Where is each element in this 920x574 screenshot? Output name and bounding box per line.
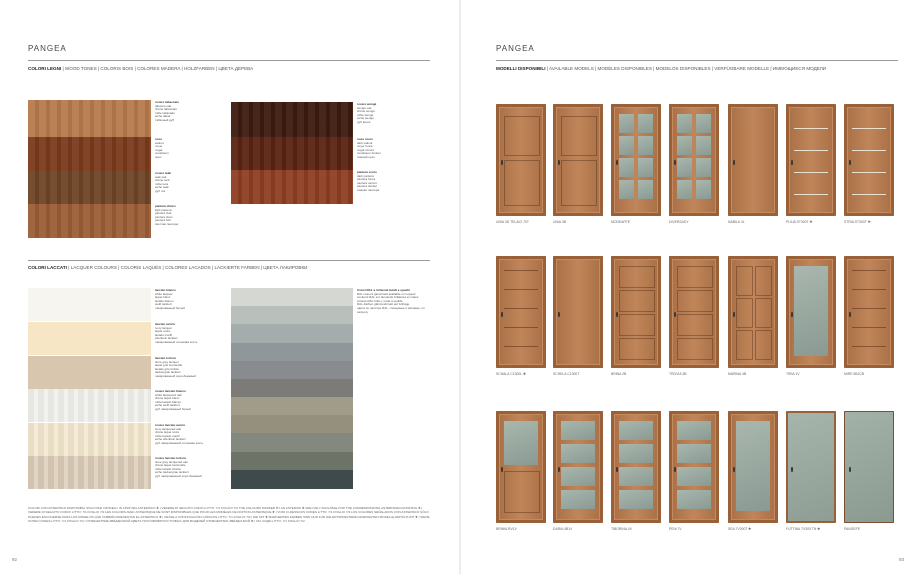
wood-swatch-line: pantera dunkel xyxy=(357,184,377,189)
ral-chip xyxy=(231,361,353,380)
door-panel xyxy=(619,467,653,486)
door-panel xyxy=(696,136,711,155)
door-panel xyxy=(619,158,634,177)
door-panel xyxy=(638,114,653,133)
models-heading-rest: | AVAILABLE MODELS | MODÈLES DISPONIBLES | MODELOS DISPONIBLES | VERFÜGBARE MODELLE | ИМЕЮЩИЕСЯ МОДЕЛИ xyxy=(545,66,827,71)
door-model-name: BRINIA RV1V xyxy=(496,527,517,531)
door-panel xyxy=(504,160,540,206)
wood-swatch-line: walnut xyxy=(155,140,164,145)
door-panel xyxy=(561,467,595,486)
wood-swatch-line: tabacco oak xyxy=(155,103,172,108)
lacquer-swatch-line: ivory lacquered oak xyxy=(155,426,182,431)
door-model-name: MODEARTE xyxy=(611,220,631,224)
lacquer-swatch-line: chêne laqué ivoire xyxy=(155,430,180,435)
wood-swatch-line: pantera hell xyxy=(155,218,171,223)
door-model xyxy=(728,411,778,523)
door-panel xyxy=(852,194,886,195)
wood-swatch-line: chêne tabaccato xyxy=(155,107,178,112)
ral-note-line: RAL-Farben glänzend/matt auf Anfrage xyxy=(357,302,410,307)
door-panel xyxy=(504,421,538,465)
door-model-name: SCHELA C1300T xyxy=(553,372,580,376)
wood-swatch xyxy=(28,100,151,137)
door-panel xyxy=(852,270,886,271)
door-model-name: MARINA 4B xyxy=(728,372,747,376)
wood-swatch-line: noyer foncé xyxy=(357,144,373,149)
door-panel xyxy=(736,330,753,360)
door-panel xyxy=(561,421,595,440)
door-model-name: DIVERSADY xyxy=(669,220,689,224)
wood-swatch-line: nussbaum dunkel xyxy=(357,151,381,156)
door-panel xyxy=(852,308,886,309)
door-panel xyxy=(696,158,711,177)
lacquer-heading-bold: COLORI LACCATI xyxy=(28,265,67,270)
door-panel xyxy=(504,346,538,347)
wood-swatch-title: rovere wengé xyxy=(357,102,377,106)
wood-swatch-line: roble teca xyxy=(155,181,169,186)
door-panel xyxy=(794,150,828,151)
door-panel xyxy=(677,490,711,509)
wood-swatch-label xyxy=(155,101,215,123)
wood-tones-heading xyxy=(28,66,253,71)
ral-note-line: colores RAL brillo y mate a pedido xyxy=(357,298,403,303)
lacquer-swatch-line: dove grey lacquered oak xyxy=(155,459,188,464)
wood-swatch-label xyxy=(155,205,215,227)
lacquer-swatch-line: roble lacado tórtola xyxy=(155,466,181,471)
door-panel xyxy=(852,150,886,151)
wood-swatch xyxy=(28,137,151,171)
door-panel xyxy=(677,421,711,440)
door-panel xyxy=(677,314,713,336)
left-top-rule xyxy=(28,60,430,61)
door-panel xyxy=(638,158,653,177)
door-model-name: TIBORINA 4V xyxy=(611,527,632,531)
lacquer-swatch-title: rovere laccato avorio xyxy=(155,423,186,427)
door-handle-icon xyxy=(849,312,851,317)
color-footnote: COLORI CON ASTERISCO DISPONIBILI SOLO PER I MODELLI IN FINITURA ASTERISCO ✚ | VEDERE DI SEGUITO CODICI LITTO: 7/1 FOGLIO 7/2 THE COLOURS MARKED BY AN ASTERISK ✚ ARE ONLY AVAILABLE FOR THE CORRESPONDING ASTERISKED FINISHING ✚ | VEDERE DI SEGUITO CODICI LITTO: 7/1 FOGLIO 7/2 LES COLORIS AVEC ASTERISQUE NE SONT DISPONIBLES QUE POUR LES MODÈLES DE FINITION ASTERISQUE ✚ | VOIR CI-DESSOUS CODES LITTO: 7/1 FOGLIO 7/2 LOS COLORES SEÑALADOS CON ASTERISCO SÓLO PUEDEN ESCOGERSE PARA LOS MODELOS QUE TAMBIÉN PRESENTAN EL ASTERISCO ✚ | VEÁSE A CONTINUACIÓN CÓDIGOS LITTO: 7/1 FOGLIO 7/2 | DIE MIT ✚ MARKIERTEN FARBEN SIND NUR FÜR DIE ENTSPRECHEND MARKIERTEN MODELLE ERHÄLTLICH ✚ | SIEHE UNTEN CODES LITTO: 7/1 FOGLIO 7/2 | ОТМЕЧЕННЫЕ ЗВЁЗДОЧКОЙ ЦВЕТА ПОСТАВЛЯЮТСЯ ТОЛЬКО ДЛЯ МОДЕЛЕЙ ОТМЕЧЕННЫХ ЗВЁЗДОЧКОЙ ✚ | СМ. КОДЫ LITTO: 7/1 FOGLIO 7/2 xyxy=(28,506,430,524)
lacquer-swatch-title: laccato avorio xyxy=(155,322,176,326)
door-handle-icon xyxy=(558,467,560,472)
wood-swatch-line: nussbaum xyxy=(155,151,169,156)
models-heading xyxy=(496,66,826,71)
door-model-name: MIRE 5B2CB xyxy=(844,372,865,376)
wood-swatch-line: pantera claro xyxy=(155,214,173,219)
lacquer-swatch xyxy=(28,356,151,389)
door-panel xyxy=(794,266,828,356)
door-model xyxy=(844,411,894,523)
door-model xyxy=(669,104,719,216)
lacquer-swatch-label xyxy=(155,457,215,479)
lacquer-swatch-title: rovere laccato tortora xyxy=(155,456,186,460)
door-panel xyxy=(852,327,886,328)
door-panel xyxy=(677,114,692,133)
door-model xyxy=(844,256,894,368)
door-panel xyxy=(852,289,886,290)
wood-swatch-line: teak oak xyxy=(155,174,167,179)
door-panel xyxy=(755,266,772,296)
lacquer-swatch-line: лакированный белый xyxy=(155,305,185,310)
door-panel xyxy=(638,136,653,155)
door-handle-icon xyxy=(674,467,676,472)
lacquer-heading xyxy=(28,265,307,270)
door-handle-icon xyxy=(733,312,735,317)
wood-swatch xyxy=(231,102,353,137)
lacquer-swatch-line: roble lacado blanco xyxy=(155,399,182,404)
door-panel xyxy=(755,330,772,360)
spine-gutter xyxy=(459,0,461,574)
wood-swatch-line: dark walnut xyxy=(357,140,373,145)
door-panel xyxy=(619,180,634,199)
ral-note-title: Colori RAL a richiesta lucidi e opachi xyxy=(357,288,410,292)
wood-swatch-line: eiche teak xyxy=(155,185,169,190)
door-panel xyxy=(736,421,770,511)
ral-note-line: RAL colours gloss/matt available on request xyxy=(357,291,416,296)
door-handle-icon xyxy=(791,467,793,472)
wood-swatch-title: rovere teak xyxy=(155,171,172,175)
lacquer-swatch-label xyxy=(155,357,215,379)
door-model xyxy=(553,256,603,368)
door-model-name: SCHALA C1300L ✚ xyxy=(496,372,526,376)
wood-heading-rest: | WOOD TONES | COLORIS BOIS | COLORES MADERA | HOLZFARBEN | ЦВЕТА ДЕРЕВА xyxy=(61,66,254,71)
ral-chip xyxy=(231,452,353,471)
lacquer-swatch-line: ivory lacquer xyxy=(155,325,173,330)
lacquer-swatch-line: дуб лакированный серо-бежевый xyxy=(155,473,202,478)
wood-swatch-label xyxy=(357,171,417,193)
lacquer-swatch-line: chêne laqué blanc xyxy=(155,396,180,401)
door-model-name: TIRIA 1V xyxy=(786,372,800,376)
wood-swatch xyxy=(231,170,353,204)
door-handle-icon xyxy=(558,312,560,317)
lacquer-swatch-line: дуб лакированный слоновая кость xyxy=(155,440,204,445)
lacquer-swatch-line: weiß lackiert xyxy=(155,302,172,307)
door-panel xyxy=(736,298,753,328)
door-panel xyxy=(619,314,655,336)
door-panel xyxy=(619,444,653,463)
door-model-name: PULIA ST300T ✚ xyxy=(786,220,813,224)
ral-note-lines xyxy=(357,293,427,315)
ral-chip xyxy=(231,324,353,343)
lacquer-swatch-line: eiche taubengrau lackiert xyxy=(155,470,189,475)
door-panel xyxy=(794,128,828,129)
door-handle-icon xyxy=(501,160,503,165)
door-model-name: PANGEFE xyxy=(844,527,860,531)
models-heading-bold: MODELLI DISPONIBILI xyxy=(496,66,546,71)
door-model xyxy=(496,256,546,368)
wood-swatch-title: noce xyxy=(155,137,163,141)
door-model-name: PEIA 7V xyxy=(669,527,682,531)
door-panel xyxy=(619,290,655,312)
door-handle-icon xyxy=(791,160,793,165)
door-model xyxy=(669,256,719,368)
wood-swatch-line: pantera foncé xyxy=(357,177,376,182)
lacquer-swatch-title: laccato bianco xyxy=(155,288,176,292)
ral-chip xyxy=(231,433,353,452)
lacquer-swatch-label xyxy=(155,424,215,446)
ral-chip xyxy=(231,343,353,362)
door-panel xyxy=(619,421,653,440)
lacquer-swatch xyxy=(28,423,151,456)
door-model-name: SEA 7V300T ✚ xyxy=(728,527,752,531)
door-panel xyxy=(852,172,886,173)
door-panel xyxy=(561,116,597,156)
wood-swatch-line: тёмный орех xyxy=(357,154,375,159)
wood-swatch-title: pantera chiaro xyxy=(155,204,176,208)
lacquer-swatch xyxy=(28,322,151,355)
door-panel xyxy=(677,136,692,155)
door-panel xyxy=(794,172,828,173)
lacquer-swatch-title: laccato tortora xyxy=(155,356,176,360)
door-panel xyxy=(677,180,692,199)
door-model-name: BRINA 2B xyxy=(611,372,627,376)
door-panel xyxy=(504,471,540,513)
door-panel xyxy=(696,180,711,199)
ral-chip xyxy=(231,306,353,325)
wood-swatch-label xyxy=(155,172,215,194)
door-panel xyxy=(852,128,886,129)
lacquer-swatch-line: laqué gris tourterelle xyxy=(155,363,183,368)
door-model xyxy=(496,104,546,216)
wood-swatch-label xyxy=(357,103,417,125)
door-handle-icon xyxy=(674,160,676,165)
wood-swatch-label xyxy=(357,138,417,160)
door-panel xyxy=(619,266,655,288)
ral-note-line: цвета по палитре RAL, глянцевые и матовые, по запросу xyxy=(357,305,425,314)
door-panel xyxy=(638,180,653,199)
lacquer-swatch-line: eiche weiß lackiert xyxy=(155,403,180,408)
door-handle-icon xyxy=(501,312,503,317)
lacquer-swatch-line: лакированный слоновая кость xyxy=(155,339,198,344)
lacquer-swatch-line: dove grey lacquer xyxy=(155,359,179,364)
door-handle-icon xyxy=(501,467,503,472)
door-model-name: TROVIA 3B xyxy=(669,372,687,376)
door-panel xyxy=(852,346,886,347)
wood-swatch-line: nogal oscuro xyxy=(357,147,375,152)
lacquer-swatch xyxy=(28,456,151,489)
door-handle-icon xyxy=(616,160,618,165)
ral-chip xyxy=(231,288,353,307)
right-top-rule xyxy=(496,60,898,61)
right-brand-title: PANGEA xyxy=(496,44,535,53)
wood-swatch xyxy=(28,204,151,238)
door-panel xyxy=(619,490,653,509)
ral-note-line: couleurs RAL sur demande brillantes et mates xyxy=(357,295,419,300)
door-model xyxy=(553,104,603,216)
door-model xyxy=(844,104,894,216)
wood-swatch-title: rovere tabaccato xyxy=(155,100,180,104)
wood-swatch-line: дуб тик xyxy=(155,188,166,193)
door-model xyxy=(553,411,603,523)
lacquer-swatch-line: lacado gris tórtola xyxy=(155,366,179,371)
door-model xyxy=(611,104,661,216)
wood-swatch-line: тёмная пантера xyxy=(357,187,380,192)
wood-heading-bold: COLORI LEGNI xyxy=(28,66,62,71)
door-panel xyxy=(504,116,540,156)
door-panel xyxy=(755,298,772,328)
lacquer-swatch-line: chêne laqué tourterelle xyxy=(155,463,186,468)
lacquer-heading-rest: | LACQUER COLOURS | COLORIS LAQUÉS | COLORES LACADOS | LACKIERTE FARBEN | ЦВЕТА ЛАКИРОВКИ xyxy=(66,265,308,270)
lacquer-swatch-line: white lacquered oak xyxy=(155,392,182,397)
wood-swatch-line: roble tabacado xyxy=(155,110,175,115)
door-panel xyxy=(504,289,538,290)
door-panel xyxy=(696,114,711,133)
lacquer-swatch-line: lacado blanco xyxy=(155,298,174,303)
left-brand-title: PANGEA xyxy=(28,44,67,53)
wood-swatch-line: chêne teck xyxy=(155,178,170,183)
lacquer-swatch-title: rovere laccato bianco xyxy=(155,389,186,393)
door-panel xyxy=(561,490,595,509)
door-model xyxy=(496,411,546,523)
door-model-name: FUTTINA 7V300 TN ✚ xyxy=(786,527,821,531)
door-model xyxy=(728,256,778,368)
lacquer-swatch-label xyxy=(155,390,215,412)
door-handle-icon xyxy=(674,312,676,317)
door-panel xyxy=(677,266,713,288)
door-handle-icon xyxy=(558,160,560,165)
door-panel xyxy=(561,160,597,206)
ral-chip xyxy=(231,397,353,416)
door-handle-icon xyxy=(849,160,851,165)
door-panel xyxy=(677,467,711,486)
lacquer-swatch-line: roble lacado marfil xyxy=(155,433,180,438)
wood-swatch-line: eiche wengé xyxy=(357,116,374,121)
door-model xyxy=(611,256,661,368)
wood-swatch-line: орех xyxy=(155,154,162,159)
wood-swatch-label xyxy=(155,138,215,160)
door-panel xyxy=(619,136,634,155)
ral-chip xyxy=(231,379,353,398)
door-model xyxy=(786,411,836,523)
door-model xyxy=(669,411,719,523)
door-panel xyxy=(504,327,538,328)
lacquer-swatch-line: laqué blanc xyxy=(155,295,171,300)
door-model-name: UNIA 3B xyxy=(553,220,567,224)
lacquer-swatch-line: дуб лакированный белый xyxy=(155,406,191,411)
door-panel xyxy=(677,290,713,312)
wood-swatch-title: pantera scuro xyxy=(357,170,377,174)
left-mid-rule xyxy=(28,260,430,261)
left-page-number: 92 xyxy=(12,557,18,562)
door-handle-icon xyxy=(733,160,735,165)
ral-chip xyxy=(231,470,353,489)
door-handle-icon xyxy=(791,312,793,317)
wood-swatch-line: eiche tabak xyxy=(155,114,171,119)
door-handle-icon xyxy=(733,467,735,472)
lacquer-swatch-line: taubengrau lackiert xyxy=(155,370,181,375)
door-panel xyxy=(619,338,655,360)
wood-swatch-line: roble wengé xyxy=(357,112,374,117)
door-panel xyxy=(794,194,828,195)
door-panel xyxy=(677,338,713,360)
wood-swatch-line: светлая пантера xyxy=(155,221,179,226)
wood-swatch-line: light pantera xyxy=(155,207,172,212)
lacquer-swatch-line: laqué ivoire xyxy=(155,329,171,334)
wood-swatch-line: wengé oak xyxy=(357,105,372,110)
lacquer-swatch-line: eiche elfenbein lackiert xyxy=(155,437,186,442)
wood-swatch-line: noyer xyxy=(155,144,163,149)
door-panel xyxy=(677,444,711,463)
door-model-name: DARIA 4B1V xyxy=(553,527,573,531)
door-panel xyxy=(619,114,634,133)
wood-swatch-line: chêne wengé xyxy=(357,109,375,114)
wood-swatch-line: nogal xyxy=(155,147,163,152)
wood-swatch-line: pantera oscuro xyxy=(357,180,378,185)
door-model xyxy=(786,256,836,368)
wood-swatch-line: табачный дуб xyxy=(155,117,175,122)
wood-swatch xyxy=(231,137,353,170)
lacquer-swatch-label xyxy=(155,323,215,345)
lacquer-swatch-line: lacado marfil xyxy=(155,332,173,337)
ral-note xyxy=(357,289,427,314)
lacquer-swatch-line: лакированный серо-бежевый xyxy=(155,373,196,378)
ral-chip xyxy=(231,415,353,434)
wood-swatch-line: дуб венге xyxy=(357,119,371,124)
wood-swatch-line: dark pantera xyxy=(357,173,374,178)
door-panel xyxy=(504,308,538,309)
door-handle-icon xyxy=(616,467,618,472)
door-panel xyxy=(561,444,595,463)
door-model-name: STRIA ST300T ✚ xyxy=(844,220,871,224)
door-handle-icon xyxy=(616,312,618,317)
door-panel xyxy=(736,266,753,296)
wood-swatch-title: noce scuro xyxy=(357,137,374,141)
wood-swatch xyxy=(28,171,151,204)
door-handle-icon xyxy=(849,467,851,472)
door-panel xyxy=(504,270,538,271)
lacquer-swatch xyxy=(28,288,151,321)
lacquer-swatch xyxy=(28,389,151,422)
right-page-number: 93 xyxy=(899,557,905,562)
lacquer-swatch-line: elfenbein lackiert xyxy=(155,336,178,341)
lacquer-swatch-label xyxy=(155,289,215,311)
door-model xyxy=(786,104,836,216)
door-model xyxy=(611,411,661,523)
door-model-name: NABILA 3L xyxy=(728,220,745,224)
door-model xyxy=(728,104,778,216)
wood-swatch-line: pantera clair xyxy=(155,211,172,216)
lacquer-swatch-line: white lacquer xyxy=(155,291,173,296)
door-panel xyxy=(677,158,692,177)
door-model-name: UNIA 3D TELAIO 70T xyxy=(496,220,529,224)
